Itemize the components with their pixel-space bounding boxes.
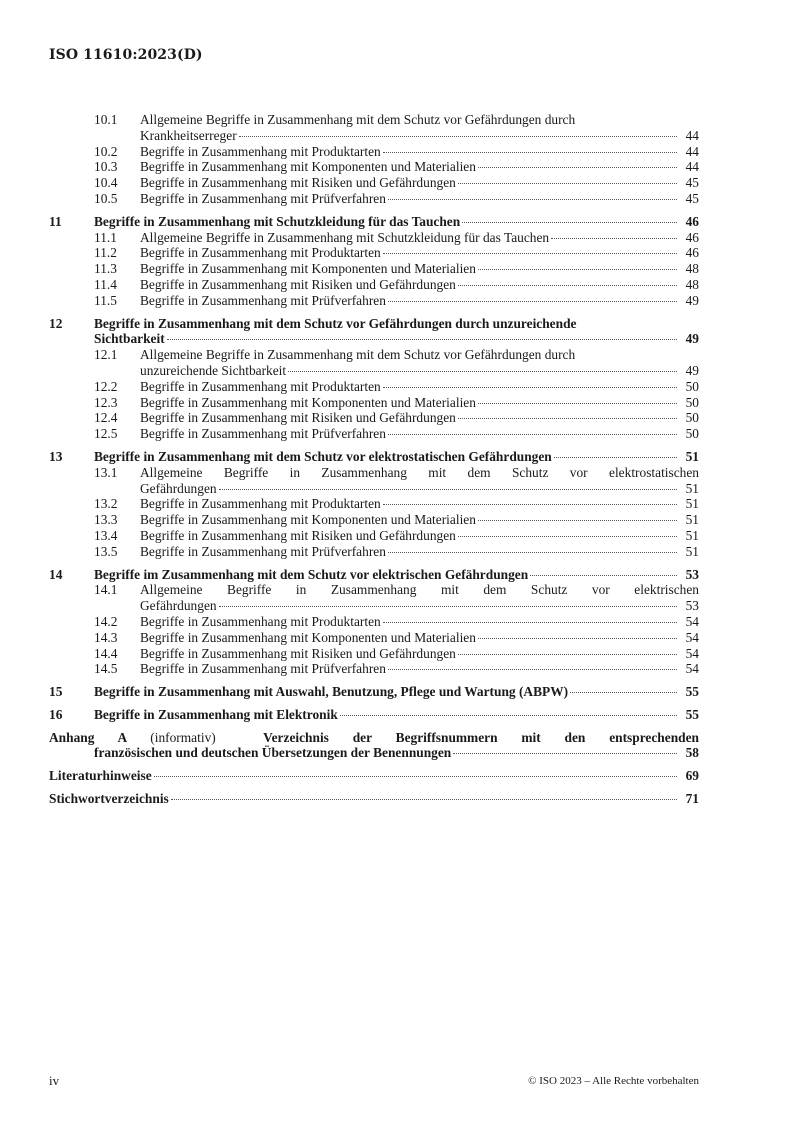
toc-page: 44 (685, 143, 699, 159)
toc-title: Allgemeine Begriffe in Zusammenhang mit Schutzkleidung für das Tauchen (140, 229, 550, 245)
toc-number: 13.3 (94, 512, 118, 528)
toc-page: 54 (685, 629, 699, 645)
toc-page: 53 (685, 566, 699, 582)
toc-page: 69 (685, 768, 699, 784)
toc-title: Begriffe in Zusammenhang mit Komponenten und Materialien (140, 629, 476, 645)
toc-title: Allgemeine Begriffe in Zusammenhang mit dem Schutz vor elektrostatischen (140, 464, 699, 480)
toc-page: 50 (685, 410, 699, 426)
toc-page: 50 (685, 426, 699, 442)
toc-number: 13.2 (94, 496, 118, 512)
toc-entry-14-5[interactable] (49, 661, 699, 677)
toc-title: Begriffe im Zusammenhang mit dem Schutz vor elektrischen Gefährdungen (94, 566, 529, 582)
toc-page: 48 (685, 261, 699, 277)
toc-number: 14.5 (94, 661, 118, 677)
toc-entry-bibliography[interactable] (49, 768, 699, 784)
toc-page: 46 (685, 245, 699, 261)
toc-number: 10.1 (94, 112, 118, 127)
toc-title: Begriffe in Zusammenhang mit Prüfverfahren (140, 426, 386, 442)
toc-title: Begriffe in Zusammenhang mit Prüfverfahren (140, 543, 386, 559)
toc-page: 51 (685, 543, 699, 559)
toc-page: 51 (685, 512, 699, 528)
toc-entry-10-4[interactable] (49, 175, 699, 191)
toc-page: 44 (685, 127, 699, 143)
toc-title-cont: Krankheitserreger (140, 127, 237, 143)
toc-page: 51 (685, 448, 699, 464)
toc-entry-11-3[interactable] (49, 261, 699, 277)
toc-entry-14-2[interactable] (49, 614, 699, 630)
toc-page: 44 (685, 159, 699, 175)
toc-title-cont: Gefährdungen (140, 480, 217, 496)
toc-title: Literaturhinweise (49, 768, 152, 784)
toc-page: 55 (685, 706, 699, 722)
toc-entry-11[interactable] (49, 214, 699, 230)
toc-entry-annex-a[interactable] (49, 730, 699, 762)
toc-entry-12-1[interactable] (49, 347, 699, 379)
toc-entry-13-3[interactable] (49, 512, 699, 528)
toc-number: 14 (49, 566, 63, 582)
toc-entry-14-1[interactable] (49, 582, 699, 614)
copyright-notice: © ISO 2023 – Alle Rechte vorbehalten (528, 1075, 699, 1087)
toc-entry-12[interactable] (49, 316, 699, 348)
toc-chapter-11 (49, 214, 699, 309)
toc-entry-index[interactable] (49, 791, 699, 807)
toc-title: Begriffe in Zusammenhang mit Komponenten und Materialien (140, 261, 476, 277)
toc-title-cont: Sichtbarkeit (94, 331, 165, 347)
toc-entry-12-2[interactable] (49, 379, 699, 395)
toc-number: 11.4 (94, 276, 117, 292)
toc-title: Begriffe in Zusammenhang mit Risiken und Gefährdungen (140, 410, 456, 426)
toc-title: Begriffe in Zusammenhang mit Komponenten und Materialien (140, 394, 476, 410)
toc-entry-10-2[interactable] (49, 144, 699, 160)
toc-page: 54 (685, 661, 699, 677)
toc-number: 13 (49, 448, 63, 464)
toc-page: 55 (685, 684, 699, 700)
toc-number: 13.5 (94, 543, 118, 559)
toc-title: Begriffe in Zusammenhang mit Produktarten (140, 378, 381, 394)
toc-page: 51 (685, 480, 699, 496)
toc-number: 12.4 (94, 410, 118, 426)
toc-page: 50 (685, 378, 699, 394)
toc-page: 45 (685, 190, 699, 206)
toc-number: 12 (49, 315, 63, 331)
toc-title-cont: französischen und deutschen Übersetzungen der Benennungen (94, 745, 452, 761)
toc-number: 14.2 (94, 613, 118, 629)
toc-page: 58 (685, 745, 699, 761)
toc-title: Allgemeine Begriffe in Zusammenhang mit dem Schutz vor elektrischen (140, 582, 699, 598)
toc-title: Begriffe in Zusammenhang mit Prüfverfahren (140, 661, 386, 677)
toc-number: 14.4 (94, 645, 118, 661)
toc-title: Begriffe in Zusammenhang mit Produktarten (140, 613, 381, 629)
toc-page: 71 (685, 791, 699, 807)
toc-page: 54 (685, 613, 699, 629)
toc-title-cont: unzureichende Sichtbarkeit (140, 362, 287, 378)
toc-number: 11.3 (94, 261, 117, 277)
toc-title: Begriffe in Zusammenhang mit Risiken und Gefährdungen (140, 527, 456, 543)
document-id: ISO 11610:2023(D) (49, 47, 203, 63)
toc-entry-13-2[interactable] (49, 496, 699, 512)
toc-chapter-10 (49, 112, 699, 207)
toc-entry-13-4[interactable] (49, 528, 699, 544)
toc-entry-11-2[interactable] (49, 245, 699, 261)
toc-title-cont: Gefährdungen (140, 598, 217, 614)
toc-number: 11.2 (94, 245, 117, 261)
toc-title: Begriffe in Zusammenhang mit Produktarten (140, 143, 381, 159)
toc-annex-a (49, 730, 699, 762)
toc-entry-10-5[interactable] (49, 191, 699, 207)
toc-chapter-16 (49, 707, 699, 723)
toc-title: Allgemeine Begriffe in Zusammenhang mit dem Schutz vor Gefährdungen durch (140, 112, 576, 127)
toc-number: 14.3 (94, 629, 118, 645)
toc-title: Begriffe in Zusammenhang mit Komponenten und Materialien (140, 159, 476, 175)
toc-entry-14-3[interactable] (49, 630, 699, 646)
toc-title: Begriffe in Zusammenhang mit dem Schutz vor Gefährdungen durch unzureichende (94, 315, 577, 331)
toc-title: Begriffe in Zusammenhang mit Komponenten und Materialien (140, 512, 476, 528)
toc-title: Begriffe in Zusammenhang mit dem Schutz vor elektrostatischen Gefährdungen (94, 448, 552, 464)
toc-page: 48 (685, 276, 699, 292)
toc-chapter-15 (49, 684, 699, 700)
toc-entry-14-4[interactable] (49, 646, 699, 662)
toc-number: 11.1 (94, 229, 117, 245)
toc-title: Begriffe in Zusammenhang mit Produktarten (140, 245, 381, 261)
toc-page: 46 (685, 213, 699, 229)
toc-title: Begriffe in Zusammenhang mit Prüfverfahren (140, 292, 386, 308)
toc-title: Begriffe in Zusammenhang mit Schutzkleidung für das Tauchen (94, 213, 461, 229)
toc-number: 16 (49, 706, 63, 722)
page-number: iv (49, 1073, 60, 1088)
toc-number: 10.4 (94, 175, 118, 191)
toc-title: Allgemeine Begriffe in Zusammenhang mit dem Schutz vor Gefährdungen durch (140, 347, 576, 363)
toc-title: Verzeichnis der Begriffsnummern mit den entsprechenden (263, 729, 699, 745)
toc-page: 49 (685, 292, 699, 308)
toc-number: 13.4 (94, 527, 118, 543)
toc-number: 12.3 (94, 394, 118, 410)
toc-entry-11-5[interactable] (49, 293, 699, 309)
toc-entry-11-1[interactable] (49, 230, 699, 246)
annex-label: Anhang A (49, 729, 127, 745)
annex-informative: (informativ) (150, 729, 216, 745)
toc-entry-10-1[interactable] (49, 112, 699, 144)
toc-number: 12.1 (94, 347, 118, 363)
toc-title: Begriffe in Zusammenhang mit Risiken und Gefährdungen (140, 276, 456, 292)
toc-entry-12-4[interactable] (49, 410, 699, 426)
toc-number: 12.5 (94, 426, 118, 442)
toc-bibliography (49, 768, 699, 784)
toc-entry-12-5[interactable] (49, 426, 699, 442)
toc-entry-16[interactable] (49, 707, 699, 723)
toc-title: Begriffe in Zusammenhang mit Elektronik (94, 706, 338, 722)
toc-title: Begriffe in Zusammenhang mit Prüfverfahren (140, 190, 386, 206)
toc-chapter-12 (49, 316, 699, 442)
toc-number: 12.2 (94, 378, 118, 394)
toc-index (49, 791, 699, 807)
toc-entry-10-3[interactable] (49, 159, 699, 175)
toc-title: Begriffe in Zusammenhang mit Auswahl, Benutzung, Pflege und Wartung (ABPW) (94, 684, 569, 700)
toc-page: 51 (685, 527, 699, 543)
toc-page: 51 (685, 496, 699, 512)
toc-chapter-14 (49, 567, 699, 678)
toc-number: 10.2 (94, 143, 118, 159)
toc-entry-13[interactable] (49, 449, 699, 465)
toc-page: 46 (685, 229, 699, 245)
toc-page: 53 (685, 598, 699, 614)
toc-number: 15 (49, 684, 63, 700)
toc-page: 54 (685, 645, 699, 661)
table-of-contents (49, 112, 699, 807)
toc-title: Stichwortverzeichnis (49, 791, 169, 807)
toc-page: 50 (685, 394, 699, 410)
toc-number: 11.5 (94, 292, 117, 308)
toc-entry-12-3[interactable] (49, 395, 699, 411)
toc-page: 49 (685, 362, 699, 378)
toc-number: 14.1 (94, 582, 118, 598)
toc-entry-11-4[interactable] (49, 277, 699, 293)
toc-number: 10.3 (94, 159, 118, 175)
toc-number: 11 (49, 213, 62, 229)
toc-entry-13-1[interactable] (49, 465, 699, 497)
toc-number: 10.5 (94, 190, 118, 206)
toc-page: 49 (685, 331, 699, 347)
toc-entry-15[interactable] (49, 684, 699, 700)
toc-page: 45 (685, 175, 699, 191)
toc-title: Begriffe in Zusammenhang mit Risiken und Gefährdungen (140, 175, 456, 191)
toc-title: Begriffe in Zusammenhang mit Produktarten (140, 496, 381, 512)
toc-number: 13.1 (94, 464, 118, 480)
toc-entry-13-5[interactable] (49, 544, 699, 560)
toc-title: Begriffe in Zusammenhang mit Risiken und Gefährdungen (140, 645, 456, 661)
toc-chapter-13 (49, 449, 699, 560)
toc-entry-14[interactable] (49, 567, 699, 583)
